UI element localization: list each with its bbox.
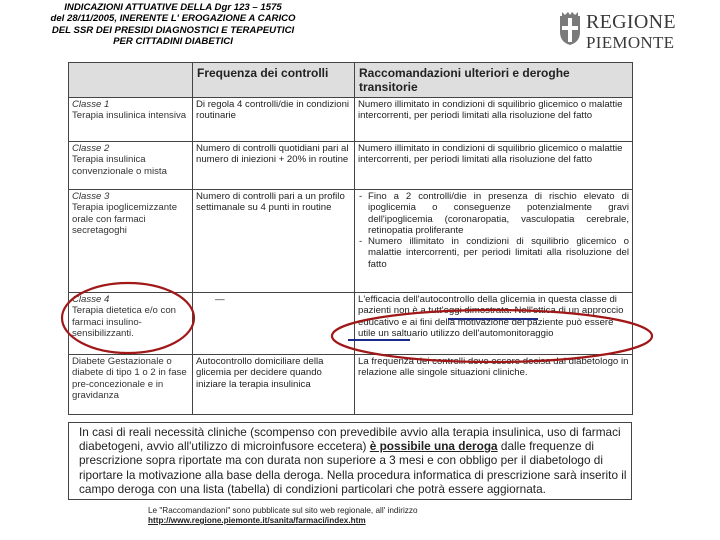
column-header: Raccomandazioni ulteriori e deroghe transitorie [355,63,633,98]
footer-text: Le "Raccomandazioni" sono pubblicate sul sito web regionale, all' indirizzo [148,506,418,515]
table-row [69,293,633,355]
footer-link[interactable]: http://www.regione.piemonte.it/sanita/farmaci/index.htm [148,516,366,525]
coat-of-arms-icon [558,12,582,46]
derogation-note [68,422,632,500]
footer [148,506,568,526]
class-cell [69,355,193,415]
recommendation-cell: L'efficacia dell'autocontrollo della glicemia in questa classe di pazienti non è a tutt'oggi dimostrata. Nell'ottica di un approccio educativo e ai fini della motivazione del paziente può essere utile un saltuario utilizzo dell'automonitoraggio [355,293,633,355]
regione-piemonte-logo [558,8,718,52]
column-header: Frequenza dei controlli [193,63,355,98]
note-emphasis: è possibile una deroga [369,439,498,454]
list-item: - Numero illimitato in condizioni di squilibrio glicemico o malattie intercorrenti, per periodi limitati alla risoluzione del fatto [368,236,629,270]
logo-line-1: REGIONE [586,11,676,33]
table-row [69,355,633,415]
frequency-cell: Autocontrollo domiciliare della glicemia per decidere quando iniziare la terapia insulinica [193,355,355,415]
logo-line-2: PIEMONTE [586,33,675,52]
recommendation-cell: Numero illimitato in condizioni di squilibrio glicemico o malattie intercorrenti, per periodi limitati alla risoluzione del fatto [355,142,633,190]
class-label: Classe 2 [72,143,110,154]
class-cell [69,293,193,355]
table-header-row [69,63,633,98]
frequency-cell: — [193,293,355,355]
note-text: dalle frequenze di prescrizione sopra riportate ma con durata non superiore a 3 mesi e con obbligo per il diabetologo di riportare la motivazione alla base della deroga. Nella procedura informatica di prescrizione sarà inserito il campo deroga con una lista (tabella) di condizioni particolari che potrà essere aggiornata. [79,439,627,496]
recommendation-list [358,191,629,270]
recommendation-cell: Numero illimitato in condizioni di squilibrio glicemico o malattie intercorrenti, per periodi limitati alla risoluzione del fatto [355,98,633,142]
table-row [69,142,633,190]
recommendation-cell: La frequenza dei controlli deve essere decisa dal diabetologo in relazione alle singole situazioni cliniche. [355,355,633,415]
list-item: - Fino a 2 controlli/die in presenza di rischio elevato di ipoglicemia o conseguenze potenzialmente gravi dell'ipoglicemia (coronaropatia, vasculopatia cerebrale, retinopatia proliferante [368,191,629,236]
table-row [69,98,633,142]
class-description: Terapia insulinica intensiva [72,110,187,122]
class-description: Terapia insulinica convenzionale o mista [72,154,167,177]
controls-table [68,62,633,415]
note-text: In casi di reali necessità cliniche (scompenso con prevedibile avvio alla terapia insulinica, uso di farmaci diabetogeni, avvio all'utilizzo di microinfusore eccetera) [79,425,621,454]
class-description: Terapia dietetica e/o con farmaci insulino-sensibilizzanti. [72,305,176,339]
table-row [69,190,633,293]
class-cell [69,98,193,142]
header-line: PER CITTADINI DIABETICI [113,35,233,47]
class-cell [69,190,193,293]
document-header [8,2,338,47]
frequency-cell: Numero di controlli quotidiani pari al numero di iniezioni + 20% in routine [193,142,355,190]
class-cell [69,142,193,190]
class-label: Classe 1 [72,99,110,110]
header-line: INDICAZIONI ATTUATIVE DELLA Dgr 123 – 1575 [64,2,282,13]
class-description: Diabete Gestazionale o diabete di tipo 1 o 2 in fase pre-concezionale e in gravidanza [72,356,187,401]
frequency-cell: Di regola 4 controlli/die in condizioni routinarie [193,98,355,142]
class-label: Classe 3 [72,191,110,202]
frequency-cell: Numero di controlli pari a un profilo settimanale su 4 punti in routine [193,190,355,293]
recommendation-cell [355,190,633,293]
class-description: Terapia ipoglicemizzante orale con farmaci secretagoghi [72,202,178,236]
header-line: DEL SSR DEI PRESIDI DIAGNOSTICI E TERAPEUTICI [51,24,295,36]
header-line: del 28/11/2005, INERENTE L' EROGAZIONE A CARICO [50,13,296,25]
class-label: Classe 4 [72,294,110,305]
column-header [69,63,193,98]
